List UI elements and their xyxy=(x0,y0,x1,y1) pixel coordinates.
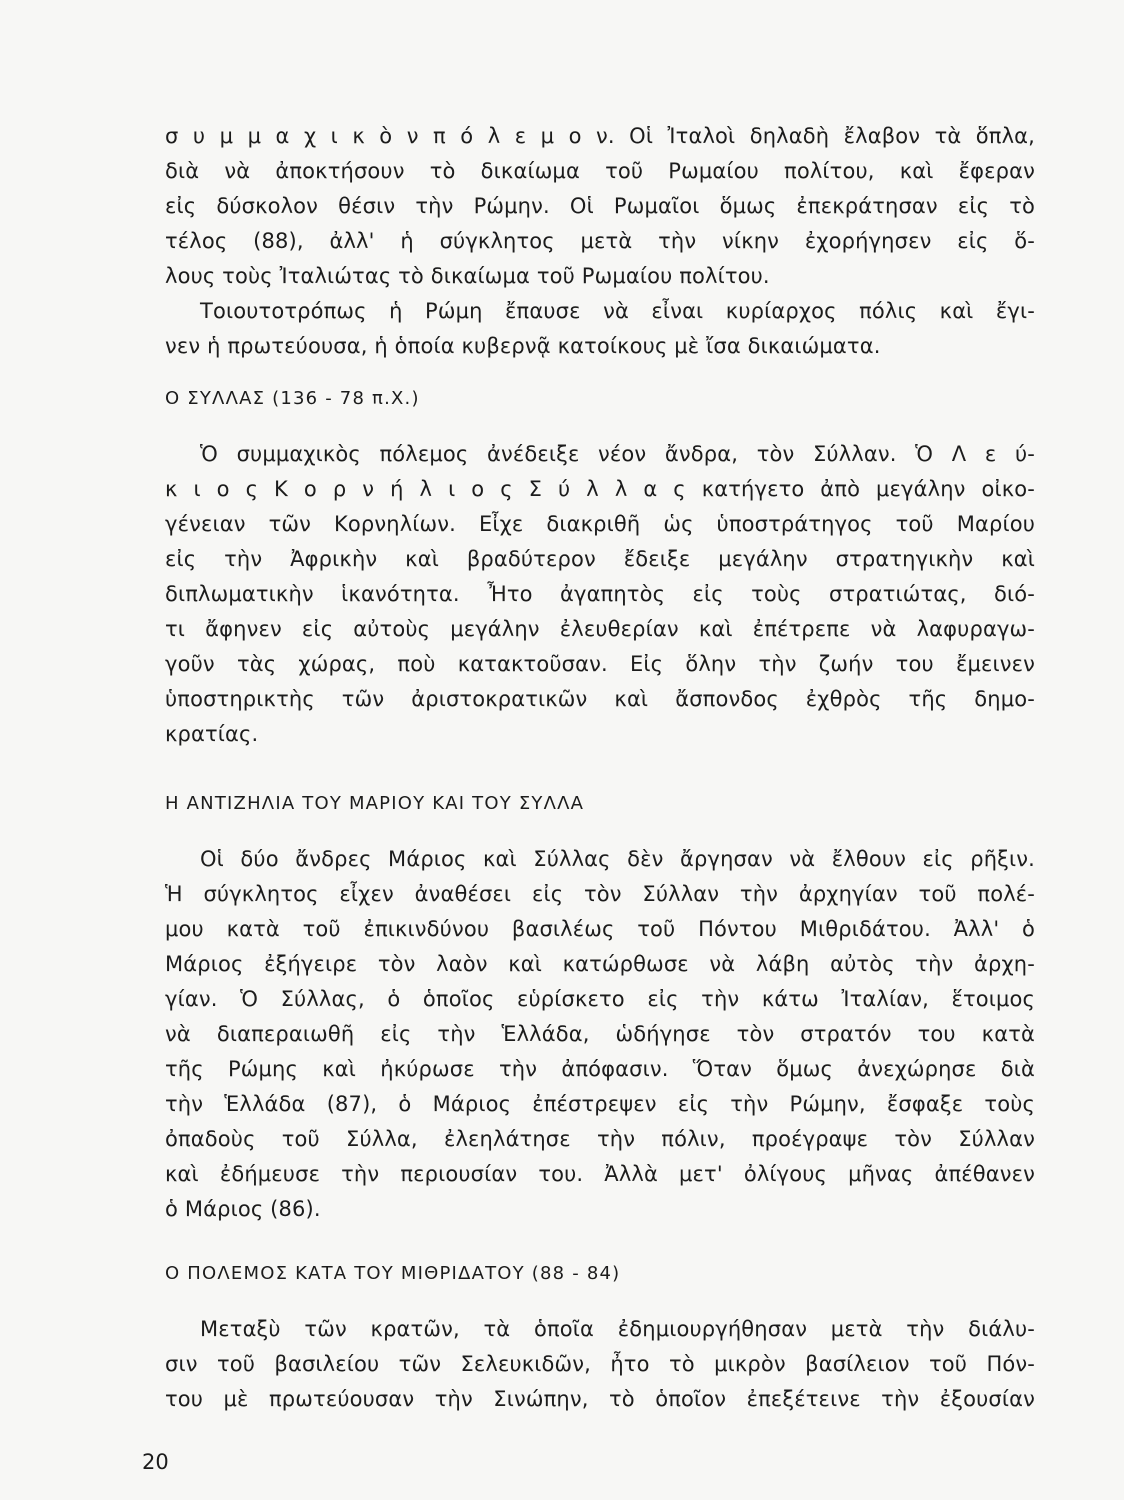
text-line: τῆς Ρώμης καὶ ἠκύρωσε τὴν ἀπόφασιν. Ὅταν ὅμως ἀνεχώρησε διὰ xyxy=(165,1057,1035,1081)
text-line: γοῦν τὰς χώρας, ποὺ κατακτοῦσαν. Εἰς ὅλην τὴν ζωήν του ἔμεινεν xyxy=(165,652,1035,676)
text-line: διπλωματικὴν ἱκανότητα. Ἦτο ἀγαπητὸς εἰς τοὺς στρατιώτας, διό- xyxy=(165,582,1035,606)
text-line: νὰ διαπεραιωθῆ εἰς τὴν Ἑλλάδα, ὡδήγησε τὸν στρατόν του κατὰ xyxy=(165,1022,1035,1046)
section-heading-rivalry: Η ΑΝΤΙΖΗΛΙΑ ΤΟΥ ΜΑΡΙΟΥ ΚΑΙ ΤΟΥ ΣΥΛΛΑ xyxy=(165,793,585,814)
text-line: εἰς τὴν Ἀφρικὴν καὶ βραδύτερον ἔδειξε μεγάλην στρατηγικὴν καὶ xyxy=(165,547,1035,571)
text-line: ὑποστηρικτὴς τῶν ἀριστοκρατικῶν καὶ ἄσπονδος ἐχθρὸς τῆς δημο- xyxy=(165,687,1035,711)
section-heading-sulla: Ο ΣΥΛΛΑΣ (136 - 78 π.Χ.) xyxy=(165,388,420,409)
page-number: 20 xyxy=(142,1450,169,1474)
text-line: Ἡ σύγκλητος εἶχεν ἀναθέσει εἰς τὸν Σύλλαν τὴν ἀρχηγίαν τοῦ πολέ- xyxy=(165,882,1035,906)
text-line: ὁ Μάριος (86). xyxy=(165,1197,321,1221)
text-line: εἰς δύσκολον θέσιν τὴν Ρώμην. Οἱ Ρωμαῖοι ὅμως ἐπεκράτησαν εἰς τὸ xyxy=(165,194,1035,218)
text-line: σιν τοῦ βασιλείου τῶν Σελευκιδῶν, ἦτο τὸ μικρὸν βασίλειον τοῦ Πόν- xyxy=(165,1352,1035,1376)
section-heading-mithridatic-war: Ο ΠΟΛΕΜΟΣ ΚΑΤΑ ΤΟΥ ΜΙΘΡΙΔΑΤΟΥ (88 - 84) xyxy=(165,1263,621,1284)
text-line: γίαν. Ὁ Σύλλας, ὁ ὁποῖος εὑρίσκετο εἰς τὴν κάτω Ἰταλίαν, ἕτοιμος xyxy=(165,987,1035,1011)
text-line: του μὲ πρωτεύουσαν τὴν Σινώπην, τὸ ὁποῖον ἐπεξέτεινε τὴν ἐξουσίαν xyxy=(165,1387,1035,1411)
text-line: διὰ νὰ ἀποκτήσουν τὸ δικαίωμα τοῦ Ρωμαίου πολίτου, καὶ ἔφεραν xyxy=(165,159,1035,183)
text-line: τὴν Ἑλλάδα (87), ὁ Μάριος ἐπέστρεψεν εἰς τὴν Ρώμην, ἔσφαξε τοὺς xyxy=(165,1092,1035,1116)
text-line: Ὁ συμμαχικὸς πόλεμος ἀνέδειξε νέον ἄνδρα, τὸν Σύλλαν. Ὁ Λ ε ύ- xyxy=(200,442,1035,466)
text-line: σ υ μ μ α χ ι κ ὸ ν π ό λ ε μ ο ν. Οἱ Ἰταλοὶ δηλαδὴ ἔλαβον τὰ ὅπλα, xyxy=(165,124,1035,148)
text-line: Μεταξὺ τῶν κρατῶν, τὰ ὁποῖα ἐδημιουργήθησαν μετὰ τὴν διάλυ- xyxy=(200,1317,1035,1341)
text-line: νεν ἡ πρωτεύουσα, ἡ ὁποία κυβερνᾷ κατοίκους μὲ ἴσα δικαιώματα. xyxy=(165,334,881,358)
text-line: καὶ ἐδήμευσε τὴν περιουσίαν του. Ἀλλὰ μετ' ὀλίγους μῆνας ἀπέθανεν xyxy=(165,1162,1035,1186)
text-line: ὀπαδοὺς τοῦ Σύλλα, ἐλεηλάτησε τὴν πόλιν, προέγραψε τὸν Σύλλαν xyxy=(165,1127,1035,1151)
text-line: Τοιουτοτρόπως ἡ Ρώμη ἔπαυσε νὰ εἶναι κυρίαρχος πόλις καὶ ἔγι- xyxy=(200,299,1035,323)
text-line: κ ι ο ς Κ ο ρ ν ή λ ι ο ς Σ ύ λ λ α ς κατήγετο ἀπὸ μεγάλην οἰκο- xyxy=(165,477,1035,501)
text-line: λους τοὺς Ἰταλιώτας τὸ δικαίωμα τοῦ Ρωμαίου πολίτου. xyxy=(165,264,770,288)
text-line: τέλος (88), ἀλλ' ἡ σύγκλητος μετὰ τὴν νίκην ἐχορήγησεν εἰς ὅ- xyxy=(165,229,1035,253)
text-line: μου κατὰ τοῦ ἐπικινδύνου βασιλέως τοῦ Πόντου Μιθριδάτου. Ἀλλ' ὁ xyxy=(165,917,1035,941)
text-line: κρατίας. xyxy=(165,722,259,746)
text-line: τι ἄφηνεν εἰς αὐτοὺς μεγάλην ἐλευθερίαν καὶ ἐπέτρεπε νὰ λαφυραγω- xyxy=(165,617,1035,641)
text-line: Μάριος ἐξήγειρε τὸν λαὸν καὶ κατώρθωσε νὰ λάβη αὐτὸς τὴν ἀρχη- xyxy=(165,952,1035,976)
text-line: γένειαν τῶν Κορνηλίων. Εἶχε διακριθῆ ὡς ὑποστράτηγος τοῦ Μαρίου xyxy=(165,512,1035,536)
text-line: Οἱ δύο ἄνδρες Μάριος καὶ Σύλλας δὲν ἄργησαν νὰ ἔλθουν εἰς ρῆξιν. xyxy=(200,847,1035,871)
